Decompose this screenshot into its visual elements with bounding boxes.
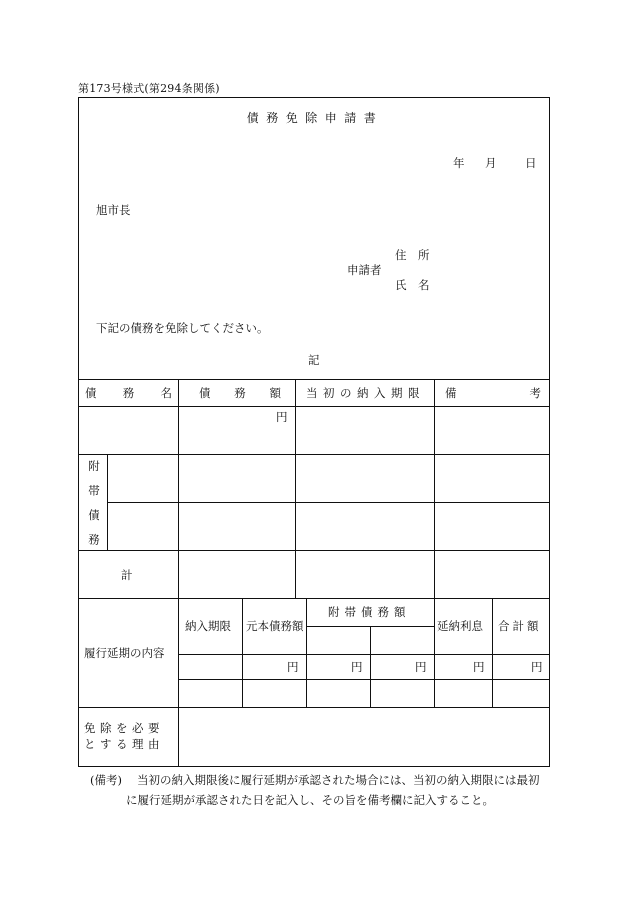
- attached-mid-rule: [107, 502, 549, 503]
- ext-header-rule: [178, 654, 549, 655]
- note-head: (備考): [90, 773, 122, 787]
- attached-debt-label: 附帯債務: [87, 460, 101, 558]
- date-month-label: 月: [485, 156, 497, 170]
- date-year-label: 年: [453, 156, 465, 170]
- ext-total-yen: 円: [531, 660, 543, 674]
- note-line-1: 当初の納入期限後に履行延期が承認された場合には、当初の納入期限には最初: [137, 773, 540, 787]
- col-header-debt-name: [85, 385, 172, 401]
- date-day-label: 日: [525, 156, 537, 170]
- col-rule-2: [295, 379, 296, 598]
- applicant-label: 申請者: [347, 263, 382, 277]
- debt-amount-char-2: 務: [234, 386, 246, 400]
- col-rule-1: [178, 379, 179, 598]
- ext-col-rule-2: [306, 598, 307, 707]
- ext-late-interest-yen: 円: [473, 660, 485, 674]
- ext-col-rule-1: [242, 598, 243, 707]
- ext-col-attached-debt: 附帯債務額: [328, 605, 411, 619]
- application-form: [78, 97, 550, 767]
- ext-col-rule-3: [370, 626, 371, 707]
- addressee: 旭市長: [96, 203, 131, 217]
- col-header-debt-amount: [199, 385, 281, 401]
- remarks-char-2: 考: [529, 386, 541, 400]
- reason-label-rule: [178, 707, 179, 766]
- ext-col-rule-4: [434, 598, 435, 707]
- reason-label-line-1: 免除を必要: [84, 721, 164, 735]
- ext-label-rule: [178, 598, 179, 707]
- ext-principal-yen: 円: [287, 660, 299, 674]
- debt-name-char-1: 債: [85, 386, 97, 400]
- ext-col-rule-5: [492, 598, 493, 707]
- total-bottom-rule: [79, 598, 549, 599]
- col-header-original-due: 当初の納入期限: [306, 386, 425, 400]
- ext-col-late-interest: 延納利息: [437, 619, 483, 633]
- remarks-char-1: 備: [445, 386, 457, 400]
- address-label: 住 所: [395, 248, 430, 262]
- attached-label-rule: [107, 454, 108, 550]
- note-line-2: に履行延期が承認された日を記入し、その旨を備考欄に記入すること。: [126, 793, 494, 807]
- table-top-rule: [79, 379, 549, 380]
- reason-label-line-2: とする理由: [84, 737, 164, 751]
- name-label: 氏 名: [395, 278, 430, 292]
- col-rule-3: [434, 379, 435, 598]
- debt-amount-char-1: 債: [199, 386, 211, 400]
- ext-bottom-rule: [79, 707, 549, 708]
- ext-col-due-date: 納入期限: [185, 619, 231, 633]
- col-header-remarks: [445, 385, 541, 401]
- total-label: 計: [121, 568, 133, 582]
- ext-col-principal: 元本債務額: [246, 619, 304, 633]
- ext-attached-1-yen: 円: [351, 660, 363, 674]
- debt-name-char-3: 名: [160, 386, 172, 400]
- debt-amount-char-3: 額: [269, 386, 281, 400]
- attached-bottom-rule: [79, 550, 549, 551]
- form-title: 債務免除申請書: [246, 111, 384, 125]
- ext-col-total: 合計額: [498, 619, 542, 633]
- header-bottom-rule: [79, 406, 549, 407]
- debt-name-char-2: 務: [122, 386, 135, 400]
- ki-label: 記: [308, 353, 320, 367]
- request-text: 下記の債務を免除してください。: [96, 321, 269, 335]
- debt-amount-yen-unit: 円: [276, 410, 288, 424]
- form-number: 第173号様式(第294条関係): [78, 82, 220, 95]
- extension-label: 履行延期の内容: [84, 646, 165, 660]
- ext-attached-2-yen: 円: [415, 660, 427, 674]
- main-row-rule: [79, 454, 549, 455]
- ext-row-rule: [178, 679, 549, 680]
